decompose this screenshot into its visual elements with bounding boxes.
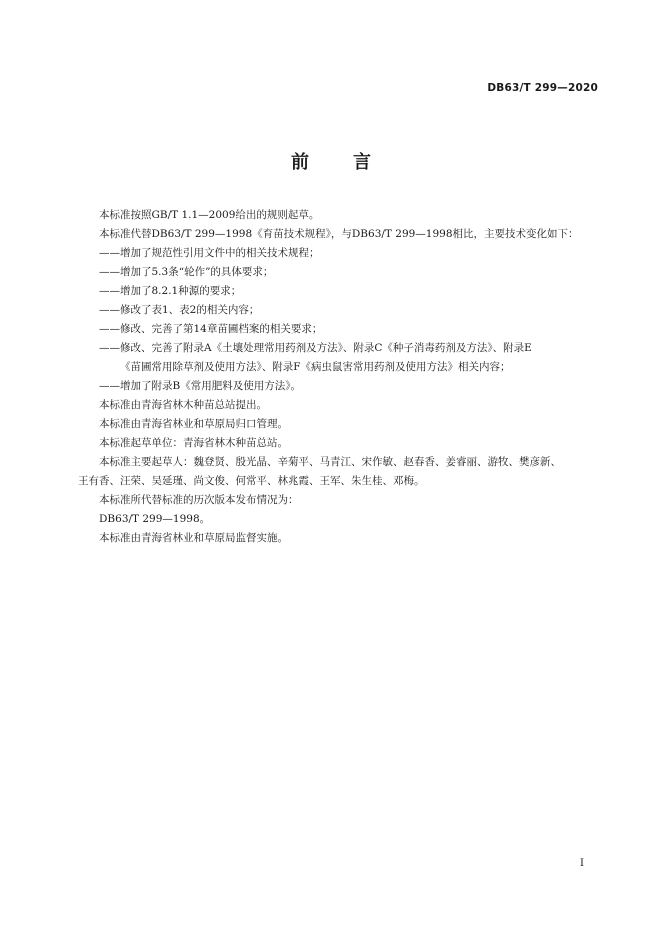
paragraph-drafting-unit: 本标准起草单位：青海省林木种苗总站。 [99,437,288,449]
document-code: DB63/T 299—2020 [487,82,598,94]
page-number: I [580,858,584,869]
paragraph-replaces: 本标准代替DB63/T 299—1998《育苗技术规程》，与DB63/T 299—1998相比，主要技术变化如下： [99,228,579,240]
paragraph-previous-editions: 本标准所代替标准的历次版本发布情况为： [99,494,299,506]
paragraph-drafting-rules: 本标准按照GB/T 1.1—2009给出的规则起草。 [99,209,320,221]
paragraph-supervised-by: 本标准由青海省林业和草原局监督实施。 [99,532,288,544]
change-item: ——修改、完善了附录A《土壤处理常用药剂及方法》、附录C《种子消毒药剂及方法》、附录E [99,342,532,354]
foreword-body [78,206,606,548]
change-item: ——增加了规范性引用文件中的相关技术规程； [99,247,320,259]
title-char-2: 言 [353,152,371,173]
paragraph-drafters-continuation: 王有香、汪荣、吴延瑾、尚文俊、何常平、林兆霞、王军、朱生桂、邓梅。 [78,475,425,487]
paragraph-proposed-by: 本标准由青海省林木种苗总站提出。 [99,399,267,411]
page-title [0,148,662,174]
change-item: ——修改了表1、表2的相关内容； [99,304,260,316]
change-item: ——增加了附录B《常用肥料及使用方法》。 [99,380,301,392]
paragraph-previous-edition-code: DB63/T 299—1998。 [99,513,211,525]
change-item: ——增加了8.2.1种源的要求； [99,285,242,297]
change-item-continuation: 《苗圃常用除草剂及使用方法》、附录F《病虫鼠害常用药剂及使用方法》相关内容； [120,361,511,373]
paragraph-managed-by: 本标准由青海省林业和草原局归口管理。 [99,418,288,430]
change-item: ——修改、完善了第14章苗圃档案的相关要求； [99,323,323,335]
change-item: ——增加了5.3条“轮作”的具体要求； [99,266,274,278]
paragraph-drafters: 本标准主要起草人：魏登贤、殷光晶、辛菊平、马青江、宋作敏、赵春香、姜睿丽、游牧、樊彦新、 [99,456,561,468]
title-char-1: 前 [291,152,309,173]
